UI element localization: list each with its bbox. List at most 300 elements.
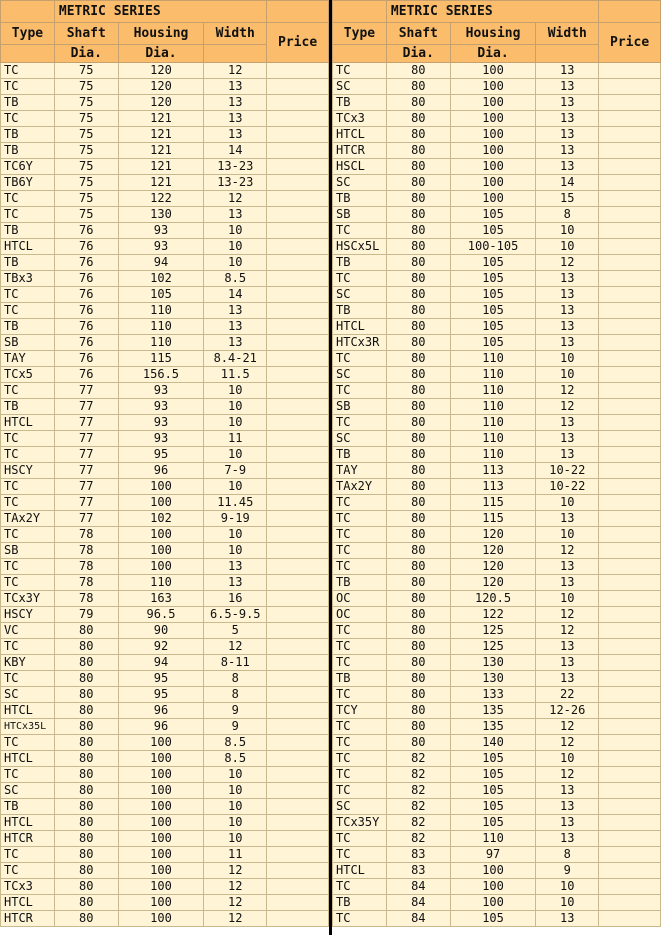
table-row — [1, 767, 329, 783]
shaft-cell: 80 — [386, 303, 450, 319]
type-cell: TC — [333, 831, 387, 847]
table-row — [333, 671, 661, 687]
width-cell: 10 — [536, 895, 599, 911]
shaft-cell: 80 — [386, 367, 450, 383]
type-cell: TCx3Y — [1, 591, 55, 607]
price-cell — [599, 95, 661, 111]
table-row — [333, 159, 661, 175]
housing-cell: 120 — [118, 63, 204, 79]
width-cell: 8.5 — [204, 271, 267, 287]
price-cell — [267, 687, 329, 703]
type-cell: OC — [333, 591, 387, 607]
type-cell: TC — [1, 847, 55, 863]
housing-cell: 105 — [118, 287, 204, 303]
type-cell: TAx2Y — [333, 479, 387, 495]
shaft-cell: 77 — [54, 383, 118, 399]
type-cell: HTCx3R — [333, 335, 387, 351]
table-row — [1, 159, 329, 175]
width-cell: 11.45 — [204, 495, 267, 511]
type-cell: SB — [1, 543, 55, 559]
shaft-cell: 78 — [54, 575, 118, 591]
table-row — [1, 79, 329, 95]
price-cell — [267, 815, 329, 831]
shaft-cell: 80 — [386, 543, 450, 559]
price-cell — [599, 271, 661, 287]
shaft-cell: 80 — [386, 735, 450, 751]
shaft-cell: 75 — [54, 191, 118, 207]
type-cell: TCx3 — [333, 111, 387, 127]
type-cell: TC — [1, 431, 55, 447]
table-row — [1, 799, 329, 815]
shaft-cell: 80 — [54, 719, 118, 735]
shaft-cell: 80 — [54, 783, 118, 799]
shaft-cell: 80 — [386, 319, 450, 335]
shaft-cell: 80 — [386, 511, 450, 527]
shaft-cell: 80 — [386, 335, 450, 351]
type-cell: TB — [1, 399, 55, 415]
type-cell: TB — [1, 127, 55, 143]
housing-cell: 100 — [450, 863, 536, 879]
shaft-cell: 82 — [386, 831, 450, 847]
table-row — [333, 655, 661, 671]
type-cell: TC — [333, 623, 387, 639]
width-cell: 10 — [204, 447, 267, 463]
width-cell: 10 — [536, 495, 599, 511]
shaft-cell: 82 — [386, 815, 450, 831]
shaft-cell: 76 — [54, 287, 118, 303]
housing-cell: 105 — [450, 319, 536, 335]
shaft-cell: 82 — [386, 751, 450, 767]
housing-cell: 130 — [450, 671, 536, 687]
table-row — [333, 271, 661, 287]
type-cell: TB — [333, 95, 387, 111]
width-cell: 13 — [536, 447, 599, 463]
width-cell: 13 — [536, 831, 599, 847]
price-cell — [599, 351, 661, 367]
shaft-cell: 75 — [54, 207, 118, 223]
table-row — [1, 287, 329, 303]
width-cell: 13 — [536, 127, 599, 143]
width-cell: 10 — [204, 223, 267, 239]
type-cell: TC — [333, 847, 387, 863]
price-cell — [599, 239, 661, 255]
type-cell: SC — [1, 783, 55, 799]
width-cell: 10-22 — [536, 463, 599, 479]
type-cell: TC — [1, 639, 55, 655]
price-cell — [267, 559, 329, 575]
table-row — [1, 559, 329, 575]
width-cell: 10 — [204, 239, 267, 255]
shaft-cell: 80 — [386, 351, 450, 367]
price-cell — [267, 575, 329, 591]
housing-cell: 95 — [118, 447, 204, 463]
width-cell: 8-11 — [204, 655, 267, 671]
price-cell — [599, 815, 661, 831]
type-cell: TB — [1, 319, 55, 335]
table-row — [333, 767, 661, 783]
housing-cell: 100-105 — [450, 239, 536, 255]
shaft-cell: 82 — [386, 799, 450, 815]
price-cell — [599, 431, 661, 447]
width-cell: 9 — [204, 719, 267, 735]
type-cell: HTCx35L — [1, 719, 55, 735]
housing-cell: 121 — [118, 159, 204, 175]
header-blank — [1, 45, 55, 63]
price-cell — [267, 63, 329, 79]
housing-cell: 163 — [118, 591, 204, 607]
type-cell: TC — [1, 287, 55, 303]
table-row — [333, 431, 661, 447]
type-cell: TB — [1, 95, 55, 111]
width-cell: 13 — [536, 111, 599, 127]
header-blank — [333, 45, 387, 63]
type-cell: HTCL — [333, 127, 387, 143]
table-row — [1, 111, 329, 127]
price-cell — [599, 447, 661, 463]
housing-cell: 130 — [118, 207, 204, 223]
col-header-shaft: Shaft — [386, 23, 450, 45]
table-row — [333, 95, 661, 111]
shaft-cell: 84 — [386, 911, 450, 927]
type-cell: TB — [333, 895, 387, 911]
table-row — [1, 223, 329, 239]
type-cell: TC — [1, 735, 55, 751]
width-cell: 8 — [536, 847, 599, 863]
table-row — [333, 687, 661, 703]
width-cell: 13 — [536, 783, 599, 799]
table-row — [333, 751, 661, 767]
type-cell: TB6Y — [1, 175, 55, 191]
col-header-shaft: Shaft — [54, 23, 118, 45]
width-cell: 12 — [536, 383, 599, 399]
type-cell: TC — [333, 543, 387, 559]
width-cell: 10 — [536, 223, 599, 239]
housing-cell: 95 — [118, 671, 204, 687]
type-cell: HSCx5L — [333, 239, 387, 255]
table-row — [333, 303, 661, 319]
housing-cell: 105 — [450, 223, 536, 239]
width-cell: 13 — [536, 431, 599, 447]
width-cell: 11.5 — [204, 367, 267, 383]
col-header-type: Type — [333, 23, 387, 45]
housing-cell: 122 — [450, 607, 536, 623]
type-cell: TC — [1, 79, 55, 95]
price-cell — [599, 111, 661, 127]
shaft-cell: 76 — [54, 319, 118, 335]
table-row — [1, 191, 329, 207]
type-cell: TC — [1, 559, 55, 575]
type-cell: TC — [333, 271, 387, 287]
housing-cell: 113 — [450, 463, 536, 479]
type-cell: HSCL — [333, 159, 387, 175]
price-cell — [267, 703, 329, 719]
price-cell — [267, 191, 329, 207]
shaft-cell: 80 — [386, 655, 450, 671]
type-cell: TCY — [333, 703, 387, 719]
shaft-cell: 83 — [386, 847, 450, 863]
price-cell — [267, 239, 329, 255]
shaft-cell: 80 — [386, 687, 450, 703]
shaft-cell: 77 — [54, 431, 118, 447]
width-cell: 13 — [204, 95, 267, 111]
table-row — [1, 543, 329, 559]
table-row — [333, 399, 661, 415]
width-cell: 12 — [536, 735, 599, 751]
table-row — [333, 287, 661, 303]
type-cell: TBx3 — [1, 271, 55, 287]
type-cell: SC — [333, 367, 387, 383]
type-cell: TC — [333, 639, 387, 655]
shaft-cell: 80 — [386, 223, 450, 239]
shaft-cell: 75 — [54, 159, 118, 175]
shaft-cell: 80 — [386, 559, 450, 575]
shaft-cell: 82 — [386, 767, 450, 783]
price-cell — [267, 399, 329, 415]
price-cell — [599, 703, 661, 719]
shaft-cell: 75 — [54, 63, 118, 79]
shaft-cell: 80 — [386, 143, 450, 159]
price-cell — [267, 271, 329, 287]
shaft-cell: 80 — [386, 63, 450, 79]
table-row — [1, 751, 329, 767]
type-cell: HTCR — [1, 831, 55, 847]
price-cell — [267, 863, 329, 879]
shaft-cell: 80 — [54, 847, 118, 863]
type-cell: TC — [333, 415, 387, 431]
housing-cell: 93 — [118, 415, 204, 431]
shaft-cell: 80 — [386, 95, 450, 111]
type-cell: SB — [333, 399, 387, 415]
price-cell — [599, 511, 661, 527]
table-row — [1, 447, 329, 463]
table-row — [1, 303, 329, 319]
shaft-cell: 77 — [54, 447, 118, 463]
price-cell — [599, 751, 661, 767]
width-cell: 13 — [204, 575, 267, 591]
shaft-cell: 75 — [54, 127, 118, 143]
width-cell: 16 — [204, 591, 267, 607]
col-header-housing: Housing — [118, 23, 204, 45]
width-cell: 13 — [204, 111, 267, 127]
price-cell — [267, 95, 329, 111]
width-cell: 13 — [536, 79, 599, 95]
type-cell: TB — [1, 143, 55, 159]
housing-cell: 100 — [118, 895, 204, 911]
width-cell: 13 — [536, 511, 599, 527]
width-cell: 10 — [204, 815, 267, 831]
type-cell: TC — [333, 351, 387, 367]
table-row — [1, 63, 329, 79]
housing-cell: 100 — [118, 559, 204, 575]
housing-cell: 105 — [450, 303, 536, 319]
width-cell: 9-19 — [204, 511, 267, 527]
shaft-cell: 80 — [54, 687, 118, 703]
housing-cell: 135 — [450, 703, 536, 719]
housing-cell: 100 — [450, 143, 536, 159]
width-cell: 10 — [536, 527, 599, 543]
housing-cell: 110 — [118, 319, 204, 335]
price-cell — [599, 783, 661, 799]
price-cell — [267, 207, 329, 223]
shaft-cell: 80 — [386, 703, 450, 719]
price-cell — [267, 287, 329, 303]
housing-cell: 133 — [450, 687, 536, 703]
type-cell: TB — [1, 799, 55, 815]
type-cell: TC — [333, 879, 387, 895]
price-cell — [267, 511, 329, 527]
table-row — [1, 703, 329, 719]
housing-cell: 121 — [118, 175, 204, 191]
table-row — [333, 719, 661, 735]
table-row — [333, 79, 661, 95]
shaft-cell: 80 — [386, 383, 450, 399]
table-row — [333, 495, 661, 511]
width-cell: 10 — [536, 367, 599, 383]
type-cell: TC — [333, 767, 387, 783]
price-cell — [599, 863, 661, 879]
housing-cell: 93 — [118, 383, 204, 399]
shaft-cell: 80 — [54, 767, 118, 783]
width-cell: 13 — [536, 799, 599, 815]
type-cell: TB — [333, 447, 387, 463]
width-cell: 8 — [204, 687, 267, 703]
housing-cell: 100 — [118, 751, 204, 767]
shaft-cell: 80 — [386, 159, 450, 175]
type-cell: SC — [333, 175, 387, 191]
price-cell — [599, 559, 661, 575]
shaft-cell: 80 — [386, 495, 450, 511]
header-blank — [267, 1, 329, 23]
housing-cell: 120.5 — [450, 591, 536, 607]
width-cell: 8 — [204, 671, 267, 687]
housing-cell: 110 — [118, 575, 204, 591]
table-row — [1, 639, 329, 655]
width-cell: 12 — [536, 607, 599, 623]
table-row — [333, 639, 661, 655]
table-row — [333, 783, 661, 799]
table-row — [1, 239, 329, 255]
price-cell — [267, 159, 329, 175]
shaft-cell: 84 — [386, 879, 450, 895]
price-cell — [267, 591, 329, 607]
width-cell: 10 — [536, 351, 599, 367]
housing-cell: 135 — [450, 719, 536, 735]
table-row — [1, 383, 329, 399]
width-cell: 12 — [536, 623, 599, 639]
housing-cell: 110 — [450, 415, 536, 431]
housing-cell: 110 — [450, 399, 536, 415]
price-cell — [599, 223, 661, 239]
housing-cell: 93 — [118, 239, 204, 255]
width-cell: 13 — [536, 415, 599, 431]
housing-cell: 105 — [450, 751, 536, 767]
shaft-cell: 80 — [386, 607, 450, 623]
shaft-cell: 83 — [386, 863, 450, 879]
width-cell: 13 — [204, 207, 267, 223]
shaft-cell: 76 — [54, 239, 118, 255]
width-cell: 10 — [204, 479, 267, 495]
housing-cell: 156.5 — [118, 367, 204, 383]
type-cell: TC — [333, 559, 387, 575]
type-cell: TB — [333, 255, 387, 271]
table-row — [333, 799, 661, 815]
price-cell — [267, 735, 329, 751]
series-title: METRIC SERIES — [386, 1, 598, 23]
shaft-cell: 77 — [54, 463, 118, 479]
width-cell: 10 — [204, 767, 267, 783]
shaft-cell: 76 — [54, 271, 118, 287]
type-cell: TC — [333, 911, 387, 927]
type-cell: TC — [1, 191, 55, 207]
right-table-panel — [332, 0, 661, 927]
table-row — [1, 591, 329, 607]
width-cell: 13 — [536, 271, 599, 287]
type-cell: TC — [333, 735, 387, 751]
housing-cell: 100 — [450, 95, 536, 111]
housing-cell: 100 — [118, 495, 204, 511]
type-cell: SC — [1, 687, 55, 703]
price-cell — [267, 479, 329, 495]
price-cell — [267, 431, 329, 447]
price-cell — [267, 383, 329, 399]
shaft-cell: 77 — [54, 399, 118, 415]
price-cell — [599, 63, 661, 79]
price-cell — [599, 671, 661, 687]
housing-cell: 95 — [118, 687, 204, 703]
price-cell — [267, 767, 329, 783]
housing-cell: 121 — [118, 143, 204, 159]
width-cell: 10 — [204, 543, 267, 559]
width-cell: 10 — [536, 879, 599, 895]
width-cell: 12 — [536, 399, 599, 415]
shaft-cell: 80 — [386, 239, 450, 255]
type-cell: SB — [1, 335, 55, 351]
table-row — [333, 127, 661, 143]
shaft-cell: 80 — [386, 575, 450, 591]
table-row — [333, 879, 661, 895]
type-cell: SB — [333, 207, 387, 223]
price-cell — [599, 175, 661, 191]
shaft-cell: 80 — [54, 639, 118, 655]
housing-cell: 125 — [450, 623, 536, 639]
series-title: METRIC SERIES — [54, 1, 266, 23]
type-cell: TC — [1, 479, 55, 495]
width-cell: 9 — [204, 703, 267, 719]
housing-cell: 125 — [450, 639, 536, 655]
table-row — [1, 479, 329, 495]
table-row — [333, 847, 661, 863]
type-cell: SC — [333, 431, 387, 447]
housing-cell: 120 — [450, 559, 536, 575]
housing-cell: 92 — [118, 639, 204, 655]
type-cell: TB — [1, 255, 55, 271]
table-row — [1, 623, 329, 639]
housing-cell: 97 — [450, 847, 536, 863]
price-cell — [599, 335, 661, 351]
type-cell: TC — [1, 447, 55, 463]
price-cell — [599, 415, 661, 431]
housing-cell: 100 — [450, 79, 536, 95]
width-cell: 13 — [536, 559, 599, 575]
price-cell — [267, 639, 329, 655]
price-cell — [599, 767, 661, 783]
table-row — [1, 415, 329, 431]
shaft-cell: 76 — [54, 335, 118, 351]
housing-cell: 100 — [118, 847, 204, 863]
table-row — [333, 207, 661, 223]
shaft-cell: 80 — [54, 831, 118, 847]
type-cell: TAY — [1, 351, 55, 367]
